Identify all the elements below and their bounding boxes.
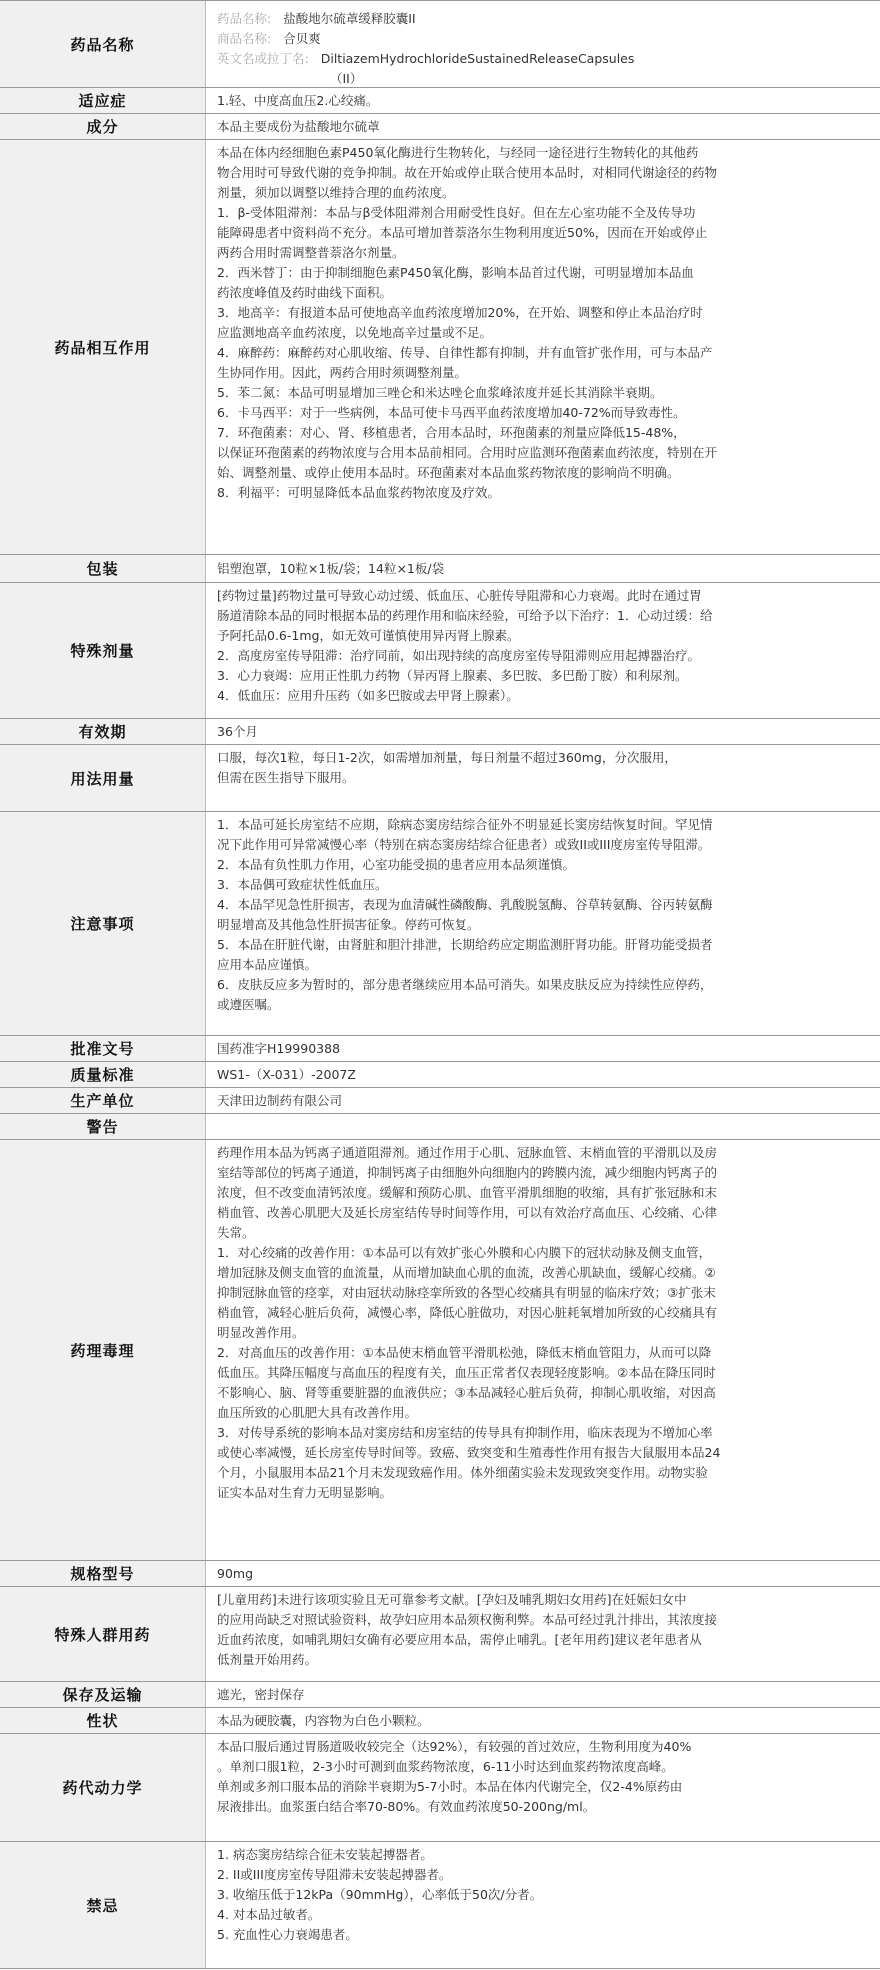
row-dosage: [0, 745, 880, 812]
row-special-populations: [0, 1587, 880, 1682]
indication-line: 1.轻、中度高血压2.心绞痛。: [217, 92, 379, 108]
row-contraindications: [0, 1842, 880, 1969]
pharmacokinetics-label: 药代动力学: [0, 1734, 206, 1841]
drug-interactions-line: 剂量，须加以调整以维持合理的血药浓度。: [217, 185, 455, 200]
approval-number-line: 国药准字H19990388: [217, 1040, 341, 1056]
drug-interactions-line: 8．利福平：可明显降低本品血浆药物浓度及疗效。: [217, 485, 500, 500]
precautions-line: 应用本品应谨慎。: [217, 957, 318, 972]
drug-interactions-line: 6．卡马西平：对于一些病例，本品可使卡马西平血药浓度增加40-72%而导致毒性。: [217, 405, 686, 420]
pharmacokinetics-line: 本品口服后通过胃肠道吸收较完全（达92%），有较强的首过效应，生物利用度为40%: [217, 1739, 692, 1754]
trade-name-label: 商品名称:: [217, 31, 272, 46]
row-pharmacology-toxicology: [0, 1140, 880, 1561]
shelf-life-value: [217, 719, 870, 744]
storage-line: 遮光，密封保存: [217, 1686, 305, 1702]
special-dosage-line: [药物过量]药物过量可导致心动过缓、低血压、心脏传导阻滞和心力衰竭。此时在通过胃: [217, 588, 702, 603]
contraindications-line: 2. II或III度房室传导阻滞未安装起搏器者。: [217, 1867, 452, 1882]
row-ingredients: [0, 114, 880, 140]
row-drug-interactions: [0, 140, 880, 555]
indication-value: [217, 88, 870, 113]
special-populations-line: 低剂量开始用药。: [217, 1652, 318, 1667]
drug-interactions-line: 7．环孢菌素：对心、肾、移植患者，合用本品时，环孢菌素的剂量应降低15-48%，: [217, 425, 686, 440]
special-dosage-line: 2．高度房室传导阻滞：治疗同前，如出现持续的高度房室传导阻滞则应用起搏器治疗。: [217, 648, 700, 663]
pharmacokinetics-line: 单剂或多剂口服本品的消除半衰期为5-7小时。本品在体内代谢完全，仅2-4%原药由: [217, 1779, 683, 1794]
drug-interactions-line: 生协同作用。因此，两药合用时须调整剂量。: [217, 365, 468, 380]
row-pharmacokinetics: [0, 1734, 880, 1842]
row-manufacturer: [0, 1088, 880, 1114]
shelf-life-line: 36个月: [217, 723, 258, 739]
pharmacology-toxicology-line: 2．对高血压的改善作用：①本品使末梢血管平滑肌松弛，降低末梢血管阻力，从而可以降: [217, 1345, 712, 1360]
pharmacology-toxicology-line: 低血压。其降压幅度与高血压的程度有关，血压正常者仅表现轻度影响。②本品在降压同时: [217, 1365, 716, 1380]
contraindications-line: 4. 对本品过敏者。: [217, 1907, 321, 1922]
ingredients-value: [217, 114, 870, 139]
row-approval-number: [0, 1036, 880, 1062]
approval-number-value: [217, 1036, 870, 1061]
precautions-line: 4．本品罕见急性肝损害，表现为血清碱性磷酸酶、乳酸脱氢酶、谷草转氨酶、谷丙转氨酶: [217, 897, 713, 912]
manufacturer-line: 天津田边制药有限公司: [217, 1092, 343, 1108]
drug-interactions-line: 药浓度峰值及药时曲线下面积。: [217, 285, 393, 300]
pharmacology-toxicology-line: 梢血管、改善心肌肥大及延长房室结传导时间等作用，可以有效治疗高血压、心绞痛、心律: [217, 1205, 718, 1220]
storage-value: [217, 1682, 870, 1707]
manufacturer-label: 生产单位: [0, 1088, 206, 1113]
special-populations-line: 近血药浓度，如哺乳期妇女确有必要应用本品，需停止哺乳。[老年用药]建议老年患者从: [217, 1632, 702, 1647]
special-dosage-value: [217, 586, 870, 706]
pharmacology-toxicology-line: 或使心率减慢，延长房室传导时间等。致癌、致突变和生殖毒性作用有报告大鼠服用本品24: [217, 1445, 721, 1460]
pharmacology-toxicology-line: 血压所致的心肌肥大具有改善作用。: [217, 1405, 418, 1420]
specification-line: 90mg: [217, 1565, 254, 1581]
drug-interactions-line: 4．麻醉药：麻醉药对心肌收缩、传导、自律性都有抑制，并有血管扩张作用，可与本品产: [217, 345, 713, 360]
drug-interactions-line: 两药合用时需调整普萘洛尔剂量。: [217, 245, 405, 260]
special-dosage-line: 予阿托品0.6-1mg，如无效可谨慎使用异丙肾上腺素。: [217, 628, 520, 643]
pharmacology-toxicology-line: 1．对心绞痛的改善作用：①本品可以有效扩张心外膜和心内膜下的冠状动脉及侧支血管，: [217, 1245, 712, 1260]
contraindications-line: 3. 收缩压低于12kPa（90mmHg），心率低于50次/分者。: [217, 1887, 543, 1902]
latin-name-suffix: （II）: [330, 71, 363, 86]
pharmacology-toxicology-line: 个月，小鼠服用本品21个月未发现致癌作用。体外细菌实验未发现致突变作用。动物实验: [217, 1465, 708, 1480]
contraindications-line: 1. 病态窦房结综合征未安装起搏器者。: [217, 1847, 433, 1862]
packaging-line: 铝塑泡罩，10粒×1板/袋；14粒×1板/袋: [217, 560, 445, 576]
latin-name-label: 英文名或拉丁名:: [217, 51, 309, 66]
packaging-label: 包装: [0, 555, 206, 582]
generic-name-value: 盐酸地尔硫䓬缓释胶囊II: [283, 11, 416, 26]
drug-interactions-line: 2．西米替丁：由于抑制细胞色素P450氧化酶，影响本品首过代谢，可明显增加本品血: [217, 265, 694, 280]
special-dosage-line: 4．低血压：应用升压药（如多巴胺或去甲肾上腺素）。: [217, 688, 519, 703]
latin-name-value: DiltiazemHydrochlorideSustainedReleaseCapsules: [320, 51, 635, 66]
precautions-line: 明显增高及其他急性肝损害征象。停药可恢复。: [217, 917, 480, 932]
contraindications-value: [217, 1845, 870, 1945]
special-dosage-label: 特殊剂量: [0, 583, 206, 718]
drug-name-label: 药品名称: [0, 1, 206, 87]
special-populations-line: [儿童用药]未进行该项实验且无可靠参考文献。[孕妇及哺乳期妇女用药]在妊娠妇女中: [217, 1592, 687, 1607]
quality-standard-label: 质量标准: [0, 1062, 206, 1087]
special-dosage-line: 肠道清除本品的同时根据本品的药理作用和临床经验，可给予以下治疗：1．心动过缓：给: [217, 608, 713, 623]
precautions-line: 6．皮肤反应多为暂时的，部分患者继续应用本品可消失。如果皮肤反应为持续性应停药，: [217, 977, 713, 992]
drug-interactions-line: 应监测地高辛血药浓度，以免地高辛过量或不足。: [217, 325, 493, 340]
precautions-line: 况下此作用可异常减慢心率（特别在病态窦房结综合征患者）或致II或III度房室传导阻滞。: [217, 837, 711, 852]
quality-standard-line: WS1-（X-031）-2007Z: [217, 1066, 356, 1082]
pharmacology-toxicology-line: 证实本品对生育力无明显影响。: [217, 1485, 393, 1500]
contraindications-label: 禁忌: [0, 1842, 206, 1968]
precautions-value: [217, 815, 870, 1015]
pharmacology-toxicology-line: 药理作用本品为钙离子通道阻滞剂。通过作用于心肌、冠脉血管、末梢血管的平滑肌以及房: [217, 1145, 718, 1160]
manufacturer-value: [217, 1088, 870, 1113]
precautions-label: 注意事项: [0, 812, 206, 1035]
row-drug-name: [0, 0, 880, 88]
drug-interactions-line: 本品在体内经细胞色素P450氧化酶进行生物转化，与经同一途径进行生物转化的其他药: [217, 145, 699, 160]
drug-interactions-line: 1．β-受体阻滞剂：本品与β受体阻滞剂合用耐受性良好。但在左心室功能不全及传导功: [217, 205, 696, 220]
row-shelf-life: [0, 719, 880, 745]
special-populations-label: 特殊人群用药: [0, 1587, 206, 1681]
pharmacokinetics-line: 尿液排出。血浆蛋白结合率70-80%。有效血药浓度50-200ng/ml。: [217, 1799, 596, 1814]
precautions-line: 5．本品在肝脏代谢，由肾脏和胆汁排泄，长期给药应定期监测肝肾功能。肝肾功能受损者: [217, 937, 713, 952]
drug-interactions-value: [217, 143, 870, 503]
pharmacology-toxicology-line: 3．对传导系统的影响本品对窦房结和房室结的传导具有抑制作用，临床表现为不增加心率: [217, 1425, 713, 1440]
pharmacology-toxicology-line: 明显改善作用。: [217, 1325, 305, 1340]
pharmacokinetics-value: [217, 1737, 870, 1817]
quality-standard-value: [217, 1062, 870, 1087]
generic-name-label: 药品名称:: [217, 11, 272, 26]
special-populations-value: [217, 1590, 870, 1670]
special-populations-line: 的应用尚缺乏对照试验资料，故孕妇应用本品须权衡利弊。本品可经过乳汁排出，其浓度接: [217, 1612, 718, 1627]
packaging-value: [217, 555, 870, 582]
specification-value: [217, 1561, 870, 1586]
dosage-value: [217, 748, 870, 788]
drug-interactions-line: 始、调整剂量、或停止使用本品时。环孢菌素对本品血浆药物浓度的影响尚不明确。: [217, 465, 680, 480]
contraindications-line: 5. 充血性心力衰竭患者。: [217, 1927, 358, 1942]
drug-interactions-line: 以保证环孢菌素的药物浓度与合用本品前相同。合用时应监测环孢菌素血药浓度，特别在开: [217, 445, 718, 460]
pharmacology-toxicology-line: 抑制冠脉血管的痉挛，对由冠状动脉痉挛所致的各型心绞痛具有明显的临床疗效；③扩张末: [217, 1285, 716, 1300]
pharmacology-toxicology-line: 失常。: [217, 1225, 255, 1240]
row-special-dosage: [0, 583, 880, 719]
row-warning: [0, 1114, 880, 1140]
drug-name-value: [217, 9, 870, 89]
pharmacology-toxicology-line: 梢血管，减轻心脏后负荷，减慢心率，降低心脏做功，对因心脏耗氧增加所致的心绞痛具有: [217, 1305, 718, 1320]
appearance-value: [217, 1708, 870, 1733]
appearance-label: 性状: [0, 1708, 206, 1733]
dosage-label: 用法用量: [0, 745, 206, 811]
pharmacology-toxicology-label: 药理毒理: [0, 1140, 206, 1560]
pharmacology-toxicology-line: 室结等部位的钙离子通道，抑制钙离子由细胞外向细胞内的跨膜内流，减少细胞内钙离子的: [217, 1165, 718, 1180]
drug-interactions-line: 物合用时可导致代谢的竞争抑制。故在开始或停止联合使用本品时，对相同代谢途径的药物: [217, 165, 718, 180]
precautions-line: 1．本品可延长房室结不应期，除病态窦房结综合征外不明显延长窦房结恢复时间。罕见情: [217, 817, 713, 832]
row-specification: [0, 1561, 880, 1587]
drug-interactions-line: 能障碍患者中资料尚不充分。本品可增加普萘洛尔生物利用度近50%，因而在开始或停止: [217, 225, 708, 240]
appearance-line: 本品为硬胶囊，内容物为白色小颗粒。: [217, 1712, 430, 1728]
special-dosage-line: 3．心力衰竭：应用正性肌力药物（异丙肾上腺素、多巴胺、多巴酚丁胺）和利尿剂。: [217, 668, 688, 683]
drug-interactions-label: 药品相互作用: [0, 140, 206, 554]
storage-label: 保存及运输: [0, 1682, 206, 1707]
precautions-line: 2．本品有负性肌力作用，心室功能受损的患者应用本品须谨慎。: [217, 857, 575, 872]
pharmacology-toxicology-value: [217, 1143, 870, 1503]
ingredients-label: 成分: [0, 114, 206, 139]
pharmacokinetics-line: 。单剂口服1粒，2-3小时可测到血浆药物浓度，6-11小时达到血浆药物浓度高峰。: [217, 1759, 674, 1774]
row-indication: [0, 88, 880, 114]
dosage-line: 但需在医生指导下服用。: [217, 770, 355, 785]
pharmacology-toxicology-line: 增加冠脉及侧支血管的血流量，从而增加缺血心肌的血流，改善心肌缺血，缓解心绞痛。②: [217, 1265, 716, 1280]
precautions-line: 3．本品偶可致症状性低血压。: [217, 877, 388, 892]
row-quality-standard: [0, 1062, 880, 1088]
drug-interactions-line: 3．地高辛：有报道本品可使地高辛血药浓度增加20%，在开始、调整和停止本品治疗时: [217, 305, 703, 320]
row-precautions: [0, 812, 880, 1036]
shelf-life-label: 有效期: [0, 719, 206, 744]
warning-value: [217, 1114, 870, 1139]
specification-label: 规格型号: [0, 1561, 206, 1586]
dosage-line: 口服，每次1粒，每日1-2次，如需增加剂量，每日剂量不超过360mg，分次服用，: [217, 750, 677, 765]
precautions-line: 或遵医嘱。: [217, 997, 280, 1012]
row-storage: [0, 1682, 880, 1708]
approval-number-label: 批准文号: [0, 1036, 206, 1061]
drug-interactions-line: 5．苯二氮：本品可明显增加三唑仑和米达唑仑血浆峰浓度并延长其消除半衰期。: [217, 385, 663, 400]
row-appearance: [0, 1708, 880, 1734]
warning-label: 警告: [0, 1114, 206, 1139]
ingredients-line: 本品主要成份为盐酸地尔硫䓬: [217, 118, 380, 134]
pharmacology-toxicology-line: 不影响心、脑、肾等重要脏器的血液供应；③本品减轻心脏后负荷，抑制心肌收缩，对因高: [217, 1385, 716, 1400]
indication-label: 适应症: [0, 88, 206, 113]
trade-name-value: 合贝爽: [283, 31, 321, 46]
row-packaging: [0, 555, 880, 583]
pharmacology-toxicology-line: 浓度，但不改变血清钙浓度。缓解和预防心肌、血管平滑肌细胞的收缩，具有扩张冠脉和末: [217, 1185, 718, 1200]
